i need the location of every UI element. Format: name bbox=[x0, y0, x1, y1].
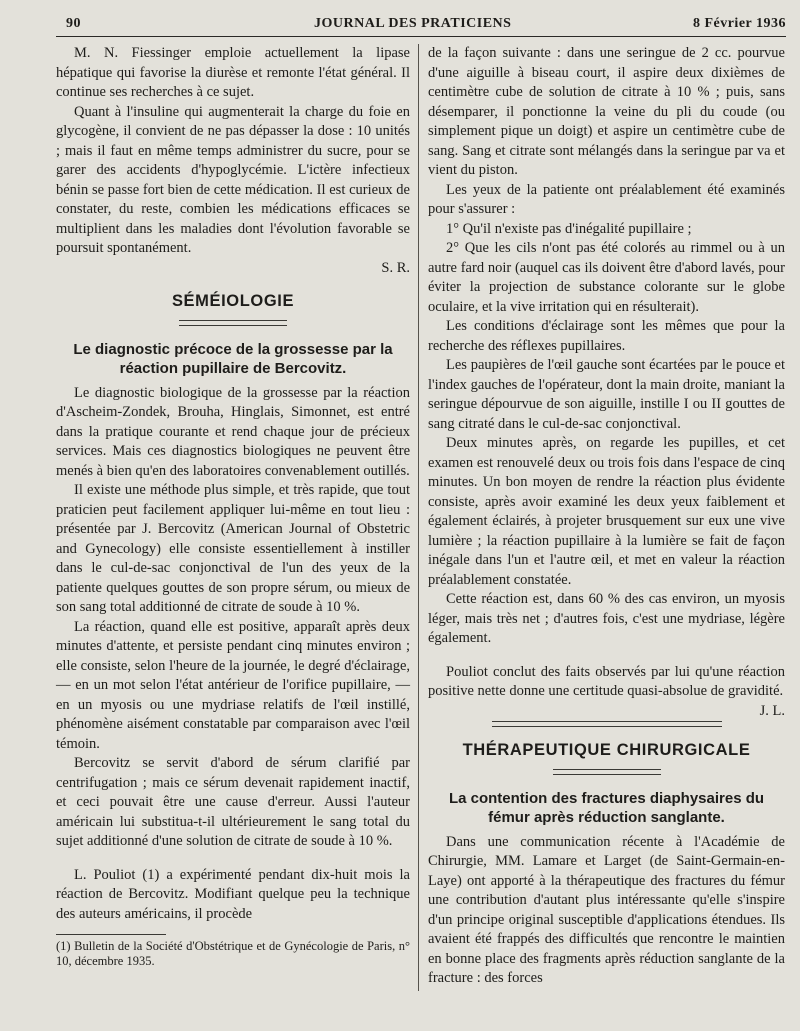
paragraph: Bercovitz se servit d'abord de sérum clarifié par centrifugation ; mais ce sérum devenait rapidement inactif, et ceci pouvait être une cause d'erreur. Aussi l'auteur américain lui substitua-t-il ultérieurement le sang total du sujet additionné d'une solution de citrate de soude à 10 %. bbox=[56, 755, 410, 849]
page-number: 90 bbox=[66, 16, 81, 31]
paragraph: Les paupières de l'œil gauche sont écartées par le pouce et l'index gauches de l'opérateur, dont la main droite, maniant la seringue dépourvue de son aiguille, instille I ou II gouttes de sang citraté dans le cul-de-sac conjonctival. bbox=[428, 357, 785, 432]
paragraph: Il existe une méthode plus simple, et très rapide, que tout praticien peut facilement appliquer lui-même en tout lieu : présentée par J. Bercovitz (American Journal of Obstetric and Gynecology) elle consiste essentiellement à instiller dans le cul-de-sac conjonctival de l'un des yeux de la patiente quelques gouttes de son propre sérum, ou mieux de son sang total additionné de citrate de soude à 10 %. bbox=[56, 482, 410, 615]
paragraph: M. N. Fiessinger emploie actuellement la lipase hépatique qui favorise la diurèse et remonte l'état général. Il continue ses recherches à ce sujet. bbox=[56, 45, 410, 100]
footnote-rule bbox=[56, 934, 166, 935]
column-divider bbox=[418, 44, 419, 991]
paragraph: Cette réaction est, dans 60 % des cas environ, un myosis léger, mais très net ; d'autres fois, c'est une mydriase, légère également. bbox=[428, 591, 785, 646]
list-item: 2° Que les cils n'ont pas été colorés au rimmel ou à un autre fard noir (auquel cas ils doivent être d'abord lavés, pour éviter la projection de substance colorante sur le globe oculaire, et la vive irritation qui en résulterait). bbox=[428, 240, 785, 315]
header-rule bbox=[56, 36, 786, 37]
paragraph: Les conditions d'éclairage sont les mêmes que pour la recherche des réflexes pupillaires. bbox=[428, 318, 785, 354]
running-header bbox=[56, 16, 786, 36]
paragraph: Dans une communication récente à l'Académie de Chirurgie, MM. Lamare et Larget (de Saint-Germain-en-Laye) ont apporté à la thérapeutique des fractures du fémur une contribution d'autant plus intéressante qu'elle s'inspire d'un principe original susceptible d'applications étendues. Ils avaient été frappés des difficultés que rencontre le maintien en bonne place des fragments après réduction sanglante de la fracture : des forces bbox=[428, 833, 785, 986]
issue-date: 8 Février 1936 bbox=[692, 16, 786, 31]
right-column bbox=[428, 44, 785, 989]
paragraph: Quant à l'insuline qui augmenterait la charge du foie en glycogène, il convient de ne pas dépasser la dose : 10 unités ; mais il faut en même temps administrer du sucre, pour se garer des accidents d'hypoglycémie. L'ictère infectieux bénin se passe fort bien de cette médication. Il est curieux de constater, du reste, combien les médications efficaces se multiplient dans les maladies dont l'évolution favorable se poursuit spontanément. bbox=[56, 103, 410, 256]
section-heading: SÉMÉIOLOGIE bbox=[171, 292, 295, 310]
paragraph: Deux minutes après, on regarde les pupilles, et cet examen est renouvelé deux ou trois fois dans l'espace de cinq minutes. Un bon moyen de rendre la réaction plus évidente consiste, après avoir examiné les deux yeux faiblement et également éclairés, à projeter brusquement sur eux une vive lumière ; la réaction pupillaire à la lumière se fait de façon inégale dans l'un et l'autre œil, et met en valeur la réaction préalablement constatée. bbox=[428, 435, 785, 588]
signature: J. L. bbox=[759, 702, 785, 719]
paragraph: de la façon suivante : dans une seringue de 2 cc. pourvue d'une aiguille à biseau court, il aspire deux dixièmes de centimètre cube de solution de citrate à 10 % ; puis, sans désemparer, il ponctionne la veine du pli du coude (ou simplement pique un doigt) et aspire un centimètre cube de sang. Sang et citrate sont mélangés dans la seringue par va et vient du piston. bbox=[428, 45, 785, 178]
paragraph: L. Pouliot (1) a expérimenté pendant dix-huit mois la réaction de Bercovitz. Modifiant quelque peu la technique des auteurs américains, il procède bbox=[56, 866, 410, 922]
paragraph: Les yeux de la patiente ont préalablement été examinés pour s'assurer : bbox=[428, 181, 785, 217]
paragraph: Pouliot conclut des faits observés par lui qu'une réaction positive nette donne une certitude quasi-absolue de gravidité. bbox=[428, 663, 785, 699]
list-item: 1° Qu'il n'existe pas d'inégalité pupillaire ; bbox=[446, 220, 692, 237]
left-column bbox=[56, 44, 410, 969]
signature: S. R. bbox=[381, 259, 410, 276]
journal-title: JOURNAL DES PRATICIENS bbox=[314, 16, 512, 31]
article-title: La contention des fractures diaphysaires du fémur après réduction sanglante. bbox=[448, 789, 765, 826]
paragraph: Le diagnostic biologique de la grossesse par la réaction d'Ascheim-Zondek, Brouha, Hinglais, Simonnet, est entré dans la pratique courante et rend chaque jour de précieux services. Mais ces diagnostics biologiques ne peuvent être menés à bien qu'en des laboratoires convenablement outillés. bbox=[56, 384, 410, 479]
section-rule bbox=[179, 320, 287, 326]
paragraph: La réaction, quand elle est positive, apparaît après deux minutes d'attente, et persiste pendant cinq minutes environ ; elle consiste, selon l'heure de la journée, le degré d'éclairage, — en un mot selon l'état antérieur de l'orifice pupillaire, — en un myosis ou une mydriase relatifs de l'œil instillé, phénomène aisément constatable par comparaison avec l'œil témoin. bbox=[56, 618, 410, 752]
article-title: Le diagnostic précoce de la grossesse par la réaction pupillaire de Bercovitz. bbox=[73, 340, 393, 377]
section-rule bbox=[553, 769, 661, 775]
section-heading: THÉRAPEUTIQUE CHIRURGICALE bbox=[462, 741, 751, 759]
section-rule bbox=[492, 721, 722, 727]
footnote: (1) Bulletin de la Société d'Obstétrique et de Gynécologie de Paris, n° 10, décembre 1935. bbox=[56, 939, 410, 968]
